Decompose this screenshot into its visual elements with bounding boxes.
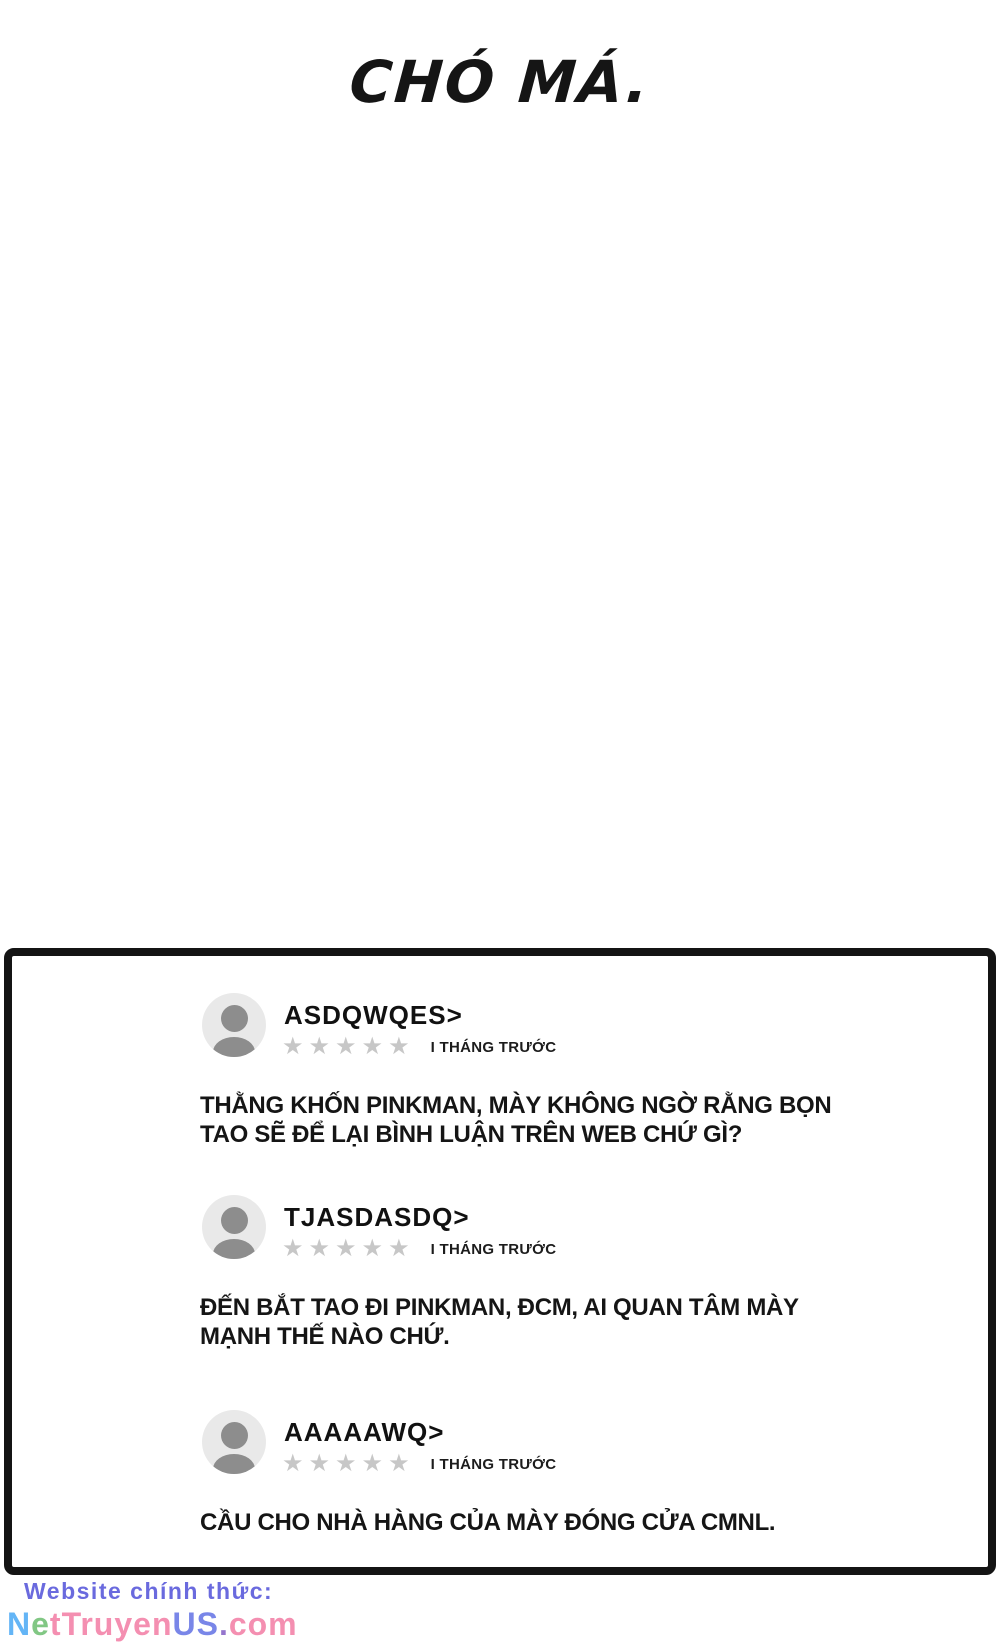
rating-row [282, 1236, 556, 1260]
rating-row [282, 1451, 556, 1475]
rating-row [282, 1034, 556, 1058]
avatar-shoulders-icon [213, 1454, 255, 1474]
review-comment-line: TAO SẼ ĐỂ LẠI BÌNH LUẬN TRÊN WEB CHỨ GÌ? [200, 1121, 743, 1148]
star-rating-icon: ★★★★★ [282, 1449, 415, 1477]
review-timestamp: I THÁNG TRƯỚC [430, 1241, 557, 1258]
user-avatar-icon [202, 1410, 266, 1474]
user-avatar-icon [202, 993, 266, 1057]
review-username: TJASDASDQ> [284, 1202, 470, 1232]
reviews-panel [4, 948, 996, 1575]
review-comment-line: MẠNH THẾ NÀO CHỨ. [200, 1323, 450, 1350]
review-comment-line: THẰNG KHỐN PINKMAN, MÀY KHÔNG NGỜ RẰNG BỌN [200, 1092, 832, 1119]
user-avatar-icon [202, 1195, 266, 1259]
page-title: CHÓ MÁ. [347, 48, 653, 116]
review-timestamp: I THÁNG TRƯỚC [430, 1456, 557, 1473]
site-watermark-name: NetTruyenUS.com [7, 1606, 298, 1642]
review-username: ASDQWQES> [284, 1000, 463, 1030]
review-item [12, 1195, 988, 1395]
avatar-shoulders-icon [213, 1037, 255, 1057]
official-website-label: Website chính thức: [24, 1578, 274, 1604]
review-item [12, 993, 988, 1193]
site-watermark [0, 1578, 400, 1643]
review-comment [200, 1293, 820, 1351]
avatar-shoulders-icon [213, 1239, 255, 1259]
avatar-head-icon [221, 1422, 248, 1449]
review-comment [200, 1508, 820, 1537]
review-comment-line: CẦU CHO NHÀ HÀNG CỦA MÀY ĐÓNG CỬA CMNL. [200, 1509, 776, 1536]
review-comment [200, 1091, 832, 1149]
avatar-head-icon [221, 1207, 248, 1234]
avatar-head-icon [221, 1005, 248, 1032]
star-rating-icon: ★★★★★ [282, 1234, 415, 1262]
star-rating-icon: ★★★★★ [282, 1032, 415, 1060]
review-username: AAAAAWQ> [284, 1417, 445, 1447]
review-timestamp: I THÁNG TRƯỚC [430, 1039, 557, 1056]
review-comment-line: ĐẾN BẮT TAO ĐI PINKMAN, ĐCM, AI QUAN TÂM MÀY [200, 1294, 799, 1321]
